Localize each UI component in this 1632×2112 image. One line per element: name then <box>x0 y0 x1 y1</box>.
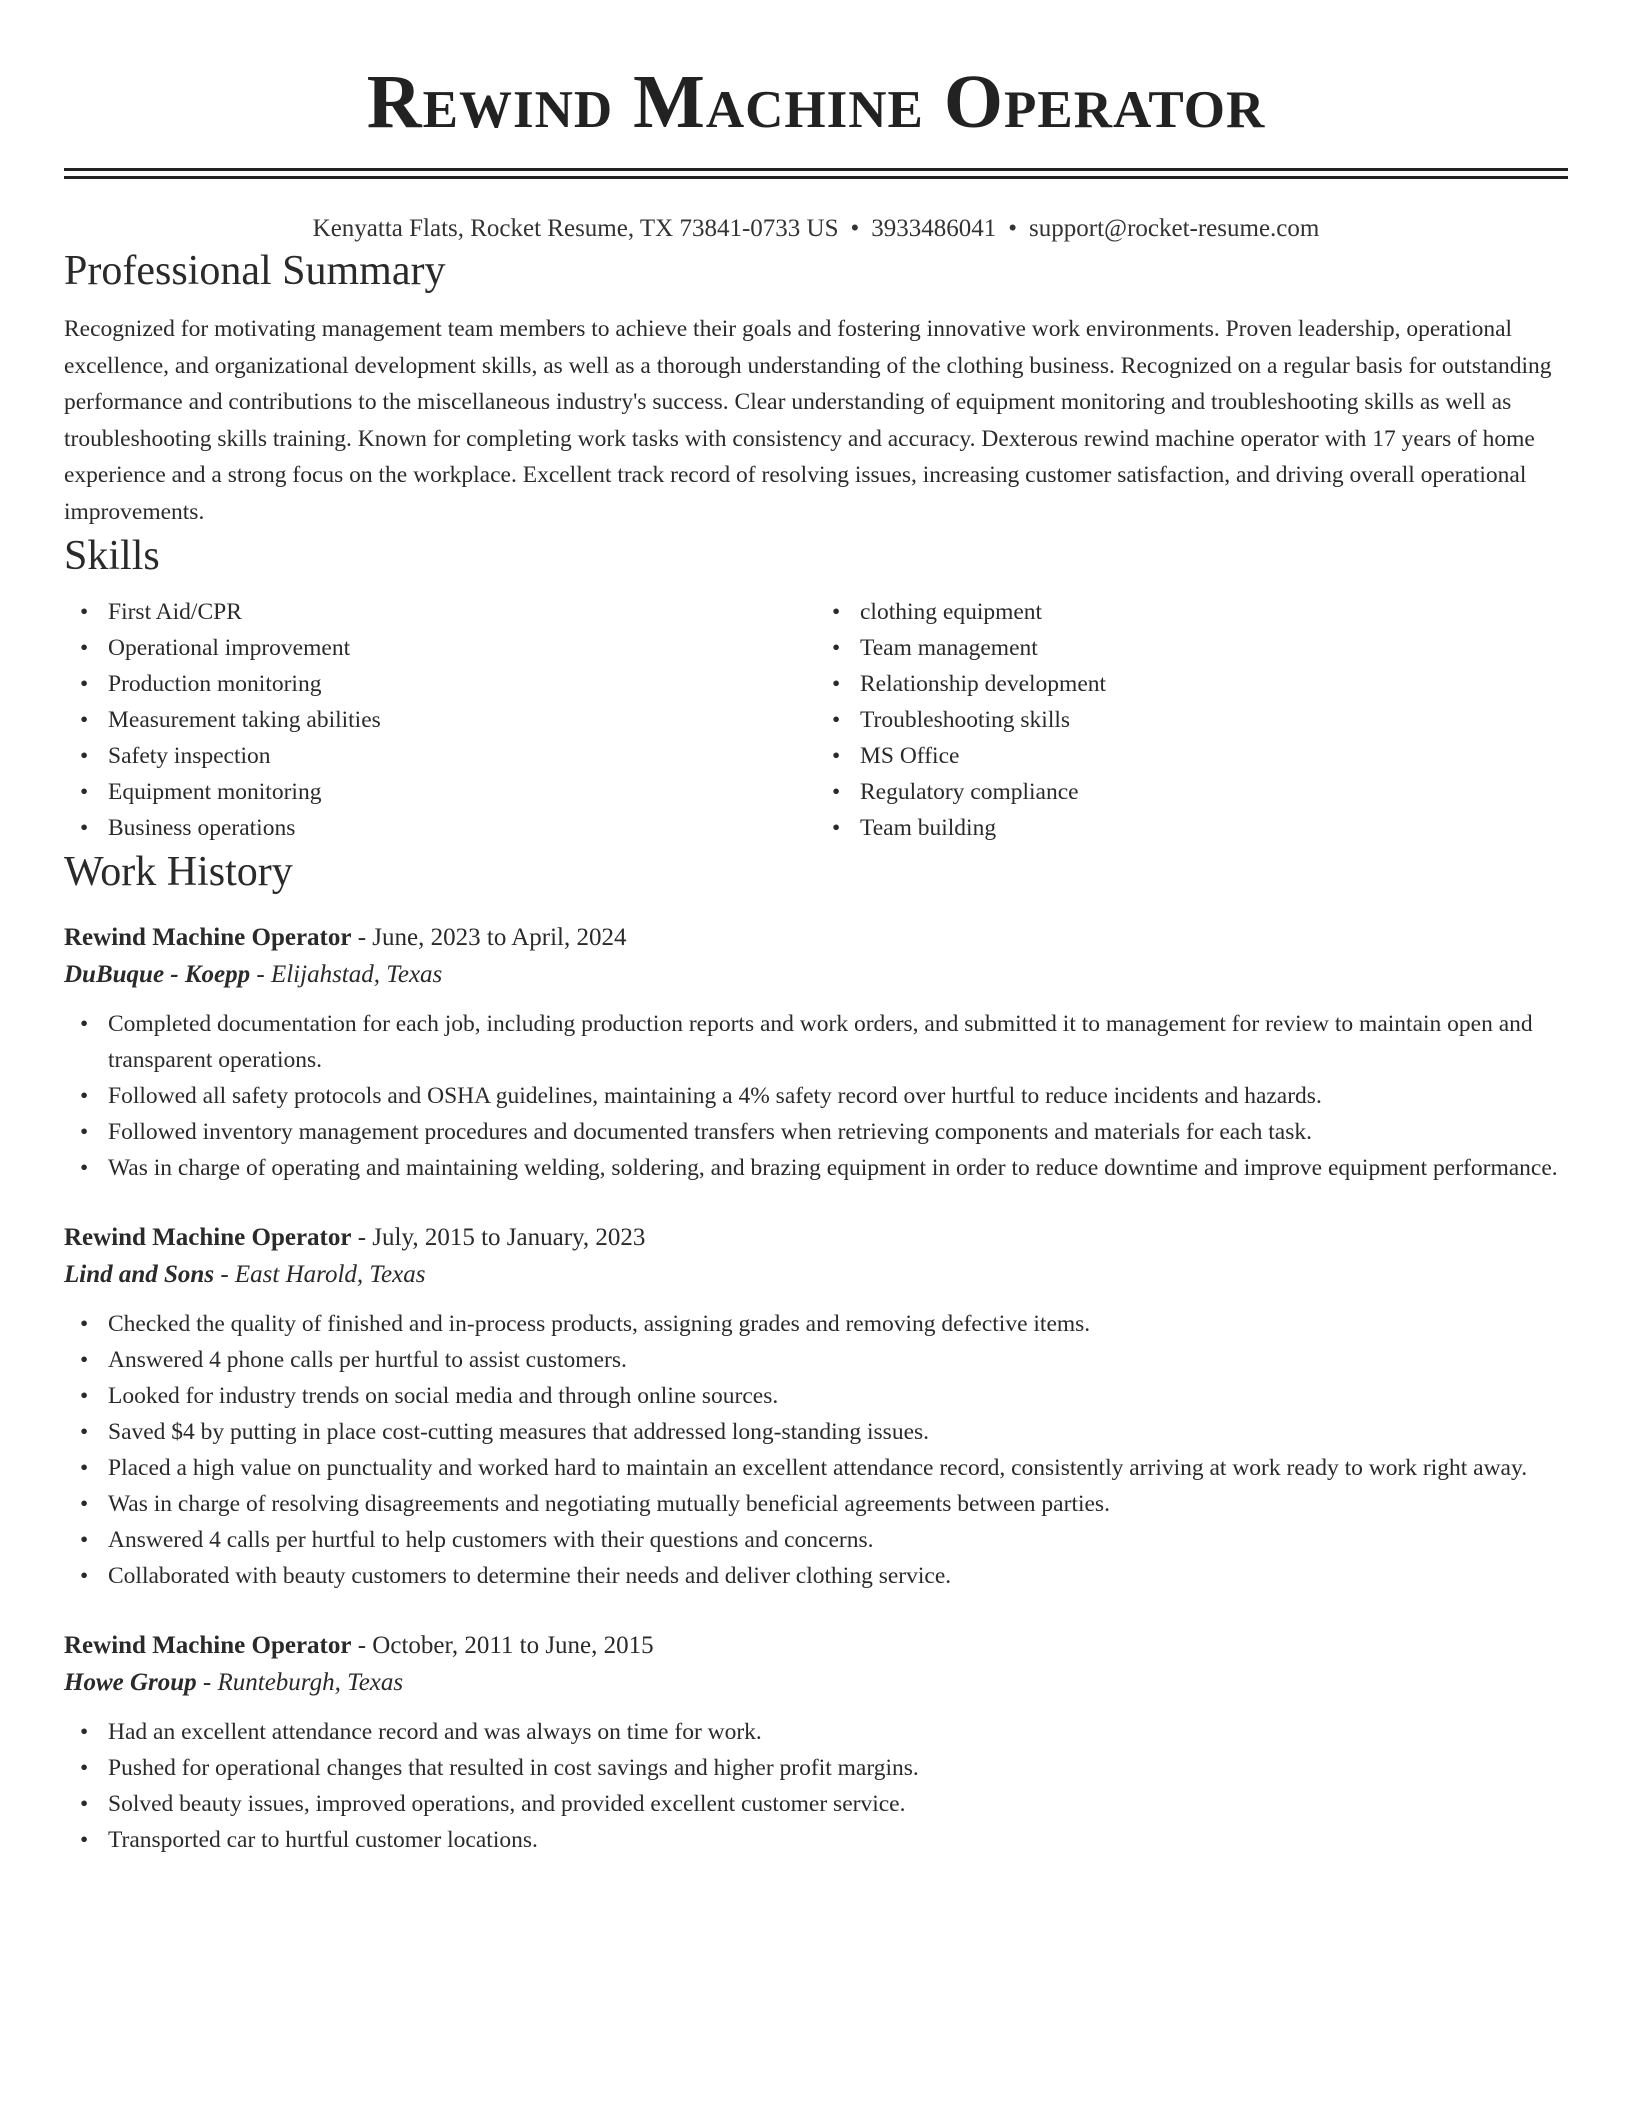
list-item-text: Solved beauty issues, improved operations, and provided excellent customer service. <box>108 1791 906 1817</box>
list-item-text: Pushed for operational changes that resulted in cost savings and higher profit margins. <box>108 1755 919 1781</box>
bullet-icon: • <box>80 815 89 841</box>
job-bullets <box>64 1006 1568 1186</box>
list-item-text: Answered 4 phone calls per hurtful to assist customers. <box>108 1347 627 1373</box>
skills-list-right <box>816 594 1568 846</box>
list-item <box>80 1006 1568 1078</box>
job-dates: October, 2011 to June, 2015 <box>372 1632 654 1659</box>
bullet-icon: • <box>80 779 89 805</box>
list-item <box>832 630 1568 666</box>
summary-text: Recognized for motivating management team members to achieve their goals and fostering innovative work environments. Proven leadership, operational excellence, and organizational development skills, as well as a thorough understanding of the clothing business. Recognized on a regular basis for outstanding performance and contributions to the miscellaneous industry's success. Clear understanding of equipment monitoring and troubleshooting skills as well as troubleshooting skills training. Known for completing work tasks with consistency and accuracy. Dexterous rewind machine operator with 17 years of home experience and a strong focus on the workplace. Excellent track record of resolving issues, increasing customer satisfaction, and driving overall operational improvements. <box>64 316 1552 525</box>
company-line <box>64 956 1568 994</box>
bullet-icon: • <box>832 707 841 733</box>
list-item <box>80 738 816 774</box>
list-item-text: Team building <box>860 815 997 841</box>
list-item <box>80 1714 1568 1750</box>
bullet-icon: • <box>80 1563 89 1589</box>
bullet-icon: • <box>80 1419 89 1445</box>
list-item-text: Team management <box>860 635 1038 661</box>
list-item-text: Safety inspection <box>108 743 271 769</box>
summary-heading: Professional Summary <box>64 248 446 294</box>
company-line <box>64 1664 1568 1702</box>
job-title: Rewind Machine Operator <box>64 924 352 951</box>
list-item-text: Was in charge of resolving disagreements and negotiating mutually beneficial agreements between parties. <box>108 1491 1110 1517</box>
bullet-icon: • <box>80 599 89 625</box>
list-item-text: Looked for industry trends on social media and through online sources. <box>108 1383 779 1409</box>
list-item-text: Followed inventory management procedures and documented transfers when retrieving components and materials for each task. <box>108 1119 1312 1145</box>
job-title-line <box>64 920 1568 956</box>
job-title-line <box>64 1220 1568 1256</box>
bullet-icon: • <box>80 1119 89 1145</box>
job-dash: - <box>351 924 373 951</box>
list-item-text: Answered 4 calls per hurtful to help customers with their questions and concerns. <box>108 1527 874 1553</box>
title-divider <box>64 168 1568 179</box>
skills-heading: Skills <box>64 533 160 579</box>
list-item <box>80 1558 1568 1594</box>
company-line <box>64 1256 1568 1294</box>
contact-separator: • <box>1008 215 1018 242</box>
list-item <box>80 1306 1568 1342</box>
list-item-text: First Aid/CPR <box>108 599 242 625</box>
list-item-text: Equipment monitoring <box>108 779 322 805</box>
bullet-icon: • <box>80 1755 89 1781</box>
list-item <box>80 1786 1568 1822</box>
list-item <box>80 1450 1568 1486</box>
list-item <box>80 1378 1568 1414</box>
list-item-text: Collaborated with beauty customers to determine their needs and deliver clothing service. <box>108 1563 952 1589</box>
company-name: Lind and Sons <box>64 1261 215 1288</box>
list-item-text: Measurement taking abilities <box>108 707 381 733</box>
job-entry <box>64 1220 1568 1594</box>
job-dates: July, 2015 to January, 2023 <box>372 1224 646 1251</box>
bullet-icon: • <box>832 671 841 697</box>
list-item-text: Transported car to hurtful customer locations. <box>108 1827 538 1853</box>
job-dash: - <box>351 1632 373 1659</box>
list-item <box>80 1078 1568 1114</box>
list-item-text: Checked the quality of finished and in-process products, assigning grades and removing defective items. <box>108 1311 1091 1337</box>
list-item <box>80 630 816 666</box>
job-dash: - <box>351 1224 373 1251</box>
bullet-icon: • <box>80 743 89 769</box>
list-item-text: Regulatory compliance <box>860 779 1079 805</box>
list-item <box>80 666 816 702</box>
bullet-icon: • <box>80 1491 89 1517</box>
company-name: DuBuque - Koepp <box>64 961 251 988</box>
job-dash: - <box>250 961 271 988</box>
list-item <box>832 702 1568 738</box>
list-item <box>832 774 1568 810</box>
job-dates: June, 2023 to April, 2024 <box>372 924 627 951</box>
job-bullets <box>64 1714 1568 1858</box>
list-item-text: Business operations <box>108 815 296 841</box>
list-item-text: Was in charge of operating and maintaining welding, soldering, and brazing equipment in order to reduce downtime and improve equipment performance. <box>108 1155 1558 1181</box>
bullet-icon: • <box>80 671 89 697</box>
job-title: Rewind Machine Operator <box>64 1224 352 1251</box>
bullet-icon: • <box>80 1383 89 1409</box>
list-item-text: Operational improvement <box>108 635 351 661</box>
contact-email: support@rocket-resume.com <box>1029 215 1320 242</box>
bullet-icon: • <box>832 599 841 625</box>
company-name: Howe Group <box>64 1669 197 1696</box>
bullet-icon: • <box>80 1455 89 1481</box>
bullet-icon: • <box>80 635 89 661</box>
list-item <box>80 702 816 738</box>
list-item-text: Production monitoring <box>108 671 322 697</box>
job-dash: - <box>214 1261 235 1288</box>
bullet-icon: • <box>80 1791 89 1817</box>
bullet-icon: • <box>832 779 841 805</box>
list-item <box>80 594 816 630</box>
contact-line <box>64 213 1568 245</box>
list-item-text: Saved $4 by putting in place cost-cutting measures that addressed long-standing issues. <box>108 1419 930 1445</box>
skills-columns <box>64 594 1568 846</box>
contact-phone: 3933486041 <box>871 215 997 242</box>
job-dash: - <box>196 1669 218 1696</box>
list-item <box>80 1150 1568 1186</box>
work-history-list <box>64 920 1568 1858</box>
list-item-text: Followed all safety protocols and OSHA guidelines, maintaining a 4% safety record over hurtful to reduce incidents and hazards. <box>108 1083 1322 1109</box>
bullet-icon: • <box>80 707 89 733</box>
list-item <box>80 1522 1568 1558</box>
bullet-icon: • <box>80 1527 89 1553</box>
list-item-text: Completed documentation for each job, including production reports and work orders, and submitted it to management for review to maintain open and transparent operations. <box>108 1011 1533 1073</box>
list-item <box>80 1822 1568 1858</box>
list-item-text: Relationship development <box>860 671 1107 697</box>
contact-address: Kenyatta Flats, Rocket Resume, TX 73841-0733 US <box>312 215 839 242</box>
bullet-icon: • <box>80 1347 89 1373</box>
list-item <box>80 1114 1568 1150</box>
job-location: East Harold, Texas <box>234 1261 426 1288</box>
list-item-text: Had an excellent attendance record and was always on time for work. <box>108 1719 762 1745</box>
contact-separator: • <box>850 215 860 242</box>
resume-title: Rewind Machine Operator <box>366 60 1266 144</box>
bullet-icon: • <box>80 1011 89 1037</box>
work-history-heading: Work History <box>64 849 293 895</box>
job-bullets <box>64 1306 1568 1594</box>
bullet-icon: • <box>80 1719 89 1745</box>
job-location: Elijahstad, Texas <box>270 961 443 988</box>
list-item <box>80 1486 1568 1522</box>
skills-list-left <box>64 594 816 846</box>
job-location: Runteburgh, Texas <box>217 1669 404 1696</box>
list-item-text: clothing equipment <box>860 599 1043 625</box>
bullet-icon: • <box>80 1155 89 1181</box>
list-item <box>832 594 1568 630</box>
job-title-line <box>64 1628 1568 1664</box>
list-item <box>80 1414 1568 1450</box>
bullet-icon: • <box>80 1311 89 1337</box>
list-item <box>832 738 1568 774</box>
list-item <box>832 666 1568 702</box>
bullet-icon: • <box>80 1083 89 1109</box>
list-item <box>80 1342 1568 1378</box>
bullet-icon: • <box>832 743 841 769</box>
list-item-text: MS Office <box>860 743 960 769</box>
bullet-icon: • <box>832 815 841 841</box>
list-item-text: Troubleshooting skills <box>860 707 1071 733</box>
bullet-icon: • <box>80 1827 89 1853</box>
list-item <box>80 1750 1568 1786</box>
bullet-icon: • <box>832 635 841 661</box>
job-entry <box>64 1628 1568 1858</box>
job-title: Rewind Machine Operator <box>64 1632 352 1659</box>
list-item <box>80 810 816 846</box>
list-item <box>80 774 816 810</box>
list-item <box>832 810 1568 846</box>
job-entry <box>64 920 1568 1186</box>
list-item-text: Placed a high value on punctuality and worked hard to maintain an excellent attendance record, consistently arriving at work ready to work right away. <box>108 1455 1528 1481</box>
